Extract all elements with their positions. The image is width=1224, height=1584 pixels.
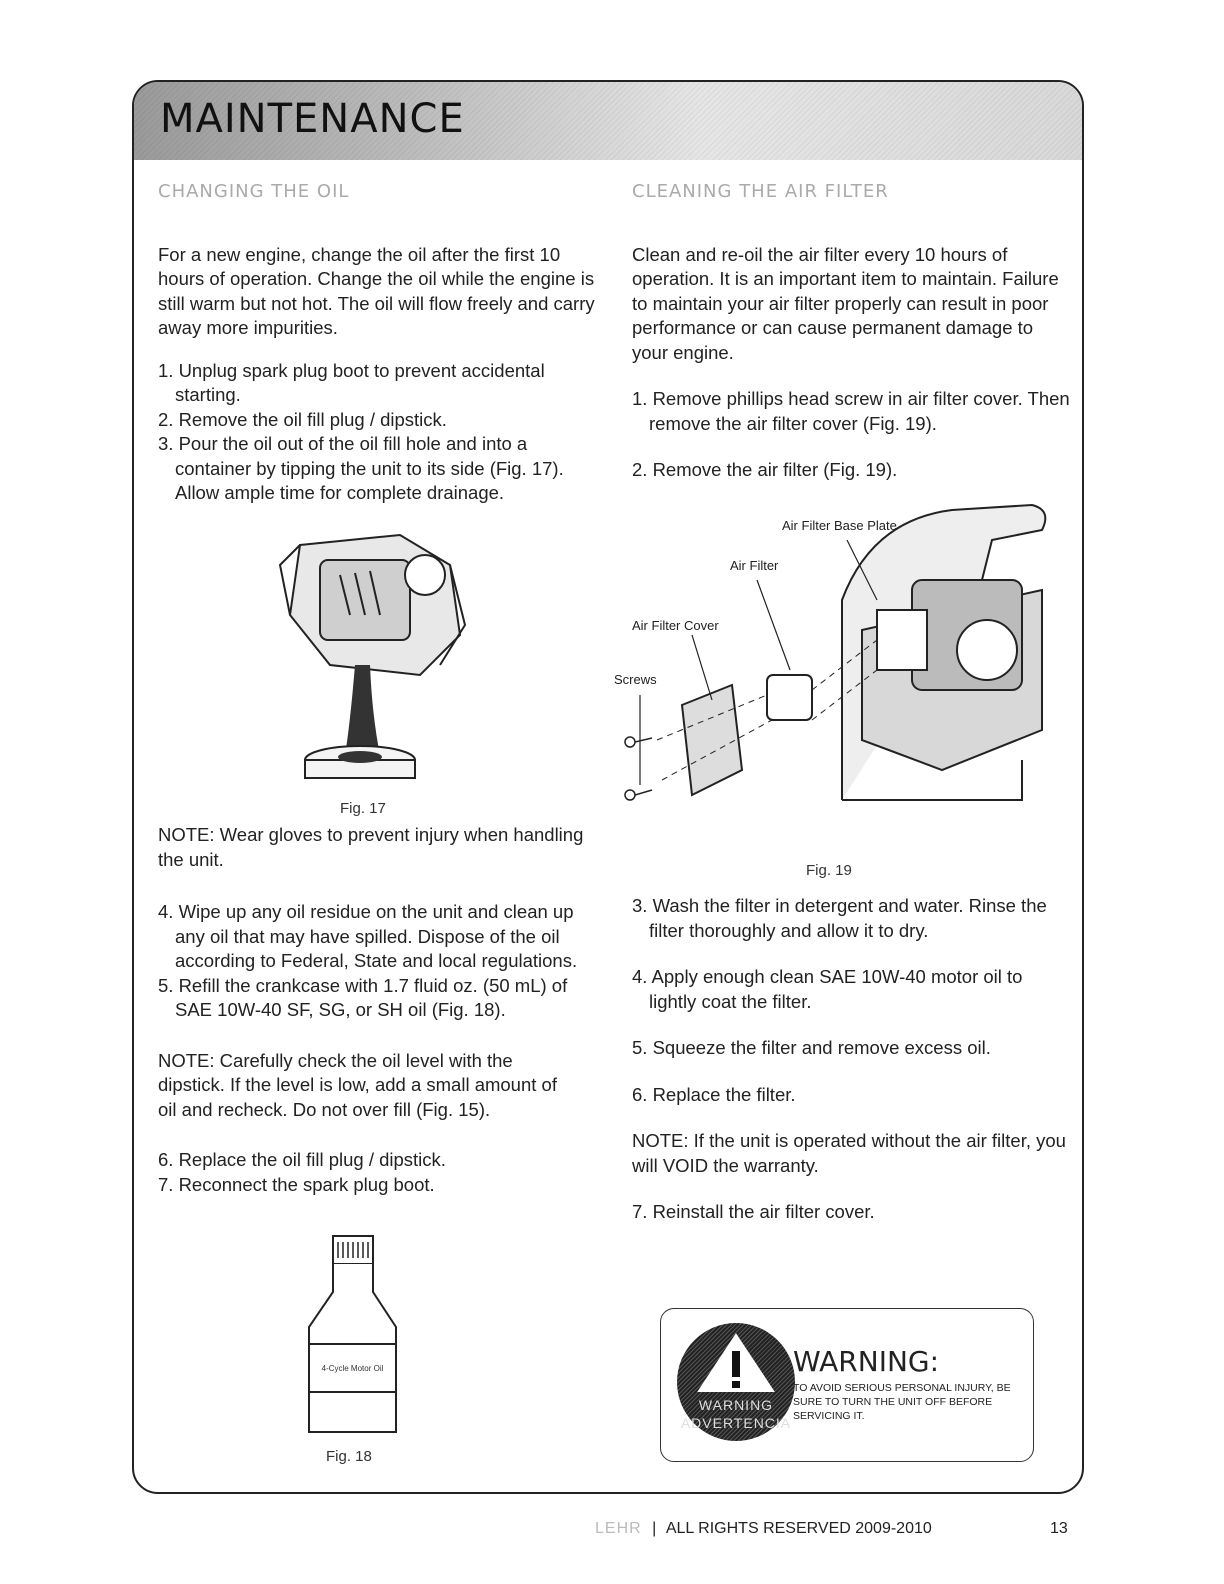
oil-level-note: NOTE: Carefully check the oil level with the dipstick. If the level is low, add a small amount of oil and recheck. Do not over fill (Fig. 15).: [158, 1049, 557, 1120]
changing-oil-heading: CHANGING THE OIL: [158, 181, 350, 202]
warning-badge-text: WARNING: [698, 1397, 774, 1413]
label-air-filter-base-plate: Air Filter Base Plate: [782, 518, 897, 533]
page-number: 13: [1050, 1520, 1068, 1537]
filter-step-4: 4. Apply enough clean SAE 10W-40 motor oil to lightly coat the filter.: [632, 966, 1023, 1012]
footer-separator: |: [652, 1520, 657, 1537]
page-title: MAINTENANCE: [160, 96, 465, 142]
label-air-filter-cover: Air Filter Cover: [632, 618, 719, 633]
fig19-illustration: [612, 480, 1062, 840]
warning-box: [660, 1308, 1034, 1462]
footer-rights: ALL RIGHTS RESERVED 2009-2010: [665, 1520, 932, 1537]
filter-step-7: 7. Reinstall the air filter cover.: [632, 1201, 875, 1222]
oil-step-5: 5. Refill the crankcase with 1.7 fluid oz. (50 mL) of SAE 10W-40 SF, SG, or SH oil (Fig. 18).: [158, 974, 568, 1020]
footer-brand: LEHR: [595, 1520, 642, 1537]
fig18-oil-bottle: [305, 1232, 400, 1437]
warning-text: TO AVOID SERIOUS PERSONAL INJURY, BE SURE TO TURN THE UNIT OFF BEFORE SERVICING IT.: [793, 1382, 1011, 1422]
fig18-caption: Fig. 18: [326, 1448, 372, 1465]
fig19-caption: Fig. 19: [806, 862, 852, 879]
oil-step-1: 1. Unplug spark plug boot to prevent accidental starting.: [158, 359, 545, 405]
left-column: [158, 180, 598, 506]
right-column-lower: [632, 894, 1072, 1225]
label-screws: Screws: [614, 672, 657, 687]
filter-step-5: 5. Squeeze the filter and remove excess oil.: [632, 1037, 991, 1058]
label-air-filter: Air Filter: [730, 558, 779, 573]
air-filter-intro: Clean and re-oil the air filter every 10 hours of operation. It is an important item to maintain. Failure to maintain your air filter properly can result in poor performance or can cause permanent damage to your engine.: [632, 243, 1059, 363]
filter-step-3: 3. Wash the filter in detergent and water. Rinse the filter thoroughly and allow it to dry.: [632, 895, 1047, 941]
warning-icon: [677, 1323, 795, 1441]
air-filter-heading: CLEANING THE AIR FILTER: [632, 181, 889, 202]
advertencia-badge-text: ADVERTENCIA: [680, 1415, 792, 1431]
oil-intro: For a new engine, change the oil after the first 10 hours of operation. Change the oil while the engine is still warm but not hot. The oil will flow freely and carry away more impurities.: [158, 243, 595, 338]
oil-step-7: 7. Reconnect the spark plug boot.: [158, 1173, 435, 1195]
filter-step-6: 6. Replace the filter.: [632, 1083, 796, 1105]
filter-step-1: 1. Remove phillips head screw in air filter cover. Then remove the air filter cover (Fig. 19).: [632, 388, 1070, 434]
oil-step-2: 2. Remove the oil fill plug / dipstick.: [158, 408, 447, 430]
right-column: [632, 180, 1072, 483]
filter-step-2: 2. Remove the air filter (Fig. 19).: [632, 459, 898, 480]
fig17-illustration: [270, 505, 470, 795]
oil-step-3: 3. Pour the oil out of the oil fill hole and into a container by tipping the unit to its side (Fig. 17). Allow ample time for complete drainage.: [158, 433, 564, 503]
footer: [595, 1520, 932, 1538]
warranty-note: NOTE: If the unit is operated without the air filter, you will VOID the warranty.: [632, 1130, 1066, 1176]
oil-step-4: 4. Wipe up any oil residue on the unit and clean up any oil that may have spilled. Dispose of the oil according to Federal, State and local regulations.: [158, 901, 578, 971]
gloves-note: NOTE: Wear gloves to prevent injury when handling the unit.: [158, 824, 584, 870]
fig17-caption: Fig. 17: [340, 800, 386, 817]
oil-step-6: 6. Replace the oil fill plug / dipstick.: [158, 1149, 446, 1170]
left-column-lower: [158, 823, 598, 1197]
bottle-label: 4-Cycle Motor Oil: [321, 1364, 384, 1373]
warning-title: WARNING:: [793, 1345, 940, 1378]
section-banner: [134, 82, 1082, 160]
